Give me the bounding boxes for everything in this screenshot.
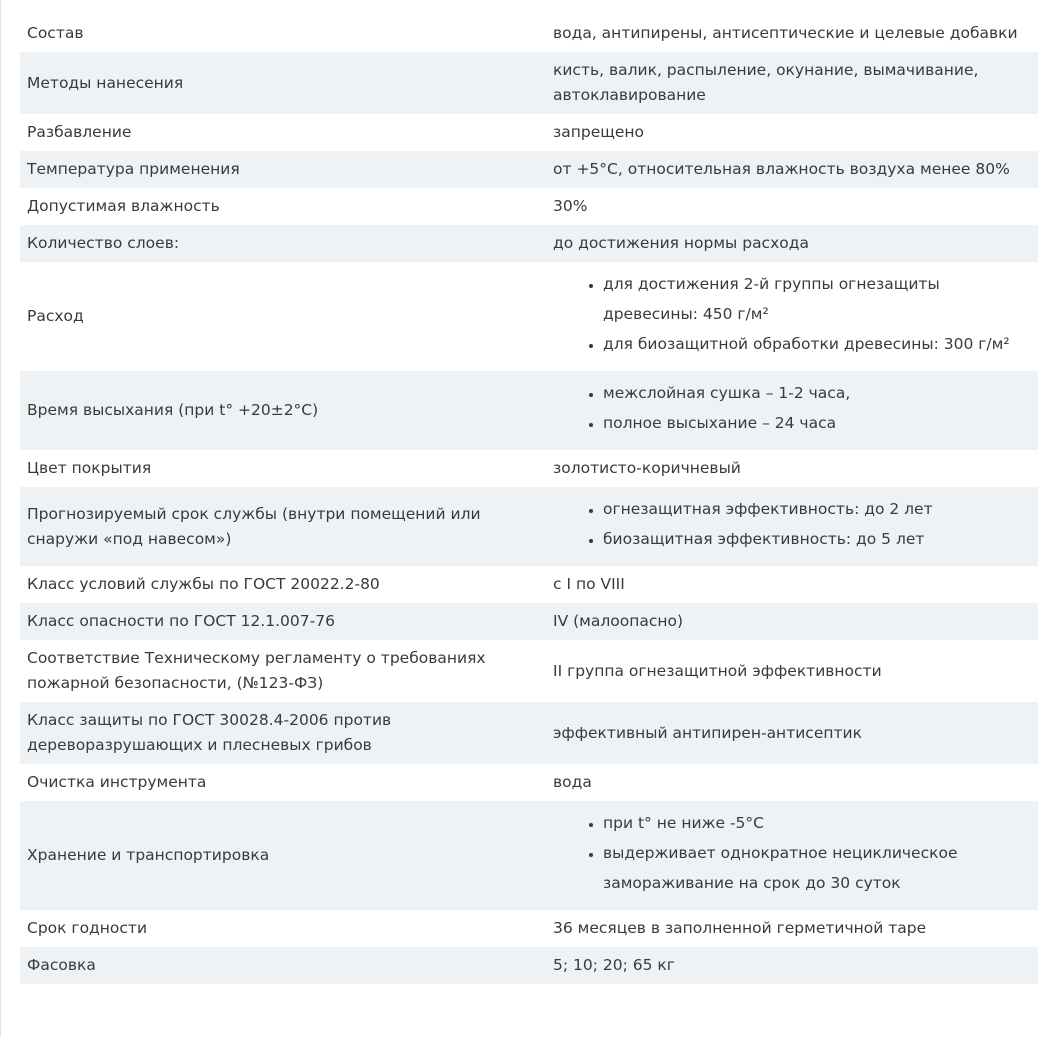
property-label: Разбавление <box>27 123 132 141</box>
property-label: Срок годности <box>27 919 148 937</box>
property-label: Класс условий службы по ГОСТ 20022.2-80 <box>27 575 380 593</box>
page-left-border <box>0 0 1 1037</box>
table-row <box>20 114 1038 151</box>
table-row <box>20 225 1038 262</box>
table-row <box>20 640 1038 702</box>
table-row <box>20 702 1038 764</box>
property-label: Температура применения <box>20 151 546 188</box>
property-value-list <box>553 378 1031 438</box>
property-value-list-cell <box>546 487 1038 566</box>
list-item: • при t° не ниже -5°С <box>603 808 1031 838</box>
property-label: Цвет покрытия <box>27 459 152 477</box>
table-row <box>20 371 1038 450</box>
specifications-table <box>20 15 1038 984</box>
property-value-list-cell <box>546 801 1038 910</box>
property-label: Хранение и транспортировка <box>20 801 546 910</box>
property-label: Класс опасности по ГОСТ 12.1.007-76 <box>20 603 546 640</box>
property-value-list-cell <box>546 371 1038 450</box>
property-label: Очистка инструмента <box>27 773 207 791</box>
property-value: вода, антипирены, антисептические и целевые добавки <box>553 24 1018 42</box>
table-row <box>20 15 1038 52</box>
property-label: Методы нанесения <box>20 52 546 114</box>
list-item: • полное высыхание – 24 часа <box>603 408 1031 438</box>
property-value-list <box>553 808 1031 898</box>
property-label: Класс защиты по ГОСТ 30028.4-2006 против дереворазрушающих и плесневых грибов <box>20 702 546 764</box>
property-value: 30% <box>553 197 588 215</box>
property-value: от +5°С, относительная влажность воздуха менее 80% <box>546 151 1038 188</box>
property-value: золотисто-коричневый <box>553 459 741 477</box>
table-row <box>20 603 1038 640</box>
table-row <box>20 188 1038 225</box>
property-value: 5; 10; 20; 65 кг <box>546 947 1038 984</box>
property-value-list-cell <box>546 262 1038 371</box>
property-value-list <box>553 494 1031 554</box>
property-label: Состав <box>27 24 84 42</box>
table-row <box>20 947 1038 984</box>
property-value: до достижения нормы расхода <box>546 225 1038 262</box>
property-value: с I по VIII <box>553 575 625 593</box>
property-label: Прогнозируемый срок службы (внутри помещений или снаружи «под навесом») <box>20 487 546 566</box>
property-value: вода <box>553 773 592 791</box>
property-label: Фасовка <box>20 947 546 984</box>
table-row <box>20 910 1038 947</box>
list-item: • для биозащитной обработки древесины: 300 г/м² <box>603 329 1031 359</box>
property-value: IV (малоопасно) <box>546 603 1038 640</box>
property-label: Расход <box>27 307 84 325</box>
property-value: 36 месяцев в заполненной герметичной таре <box>553 919 927 937</box>
list-item: • межслойная сушка – 1-2 часа, <box>603 378 1031 408</box>
table-row <box>20 487 1038 566</box>
table-row <box>20 566 1038 603</box>
property-value-list <box>553 269 1031 359</box>
property-value: эффективный антипирен-антисептик <box>546 702 1038 764</box>
property-label: Соответствие Техническому регламенту о требованиях пожарной безопасности, (№123-ФЗ) <box>27 649 486 692</box>
property-label: Количество слоев: <box>20 225 546 262</box>
list-item: • выдерживает однократное нециклическое замораживание на срок до 30 суток <box>603 838 1031 898</box>
list-item: • огнезащитная эффективность: до 2 лет <box>603 494 1031 524</box>
property-label: Допустимая влажность <box>27 197 220 215</box>
table-row <box>20 52 1038 114</box>
table-row <box>20 764 1038 801</box>
specifications-table-body <box>20 15 1038 984</box>
table-row <box>20 801 1038 910</box>
table-row <box>20 262 1038 371</box>
table-row <box>20 450 1038 487</box>
table-row <box>20 151 1038 188</box>
property-label: Время высыхания (при t° +20±2°С) <box>20 371 546 450</box>
property-value: запрещено <box>553 123 645 141</box>
list-item: • биозащитная эффективность: до 5 лет <box>603 524 1031 554</box>
list-item: • для достижения 2-й группы огнезащиты древесины: 450 г/м² <box>603 269 1031 329</box>
property-value: II группа огнезащитной эффективности <box>553 661 882 680</box>
property-value: кисть, валик, распыление, окунание, вымачивание, автоклавирование <box>546 52 1038 114</box>
